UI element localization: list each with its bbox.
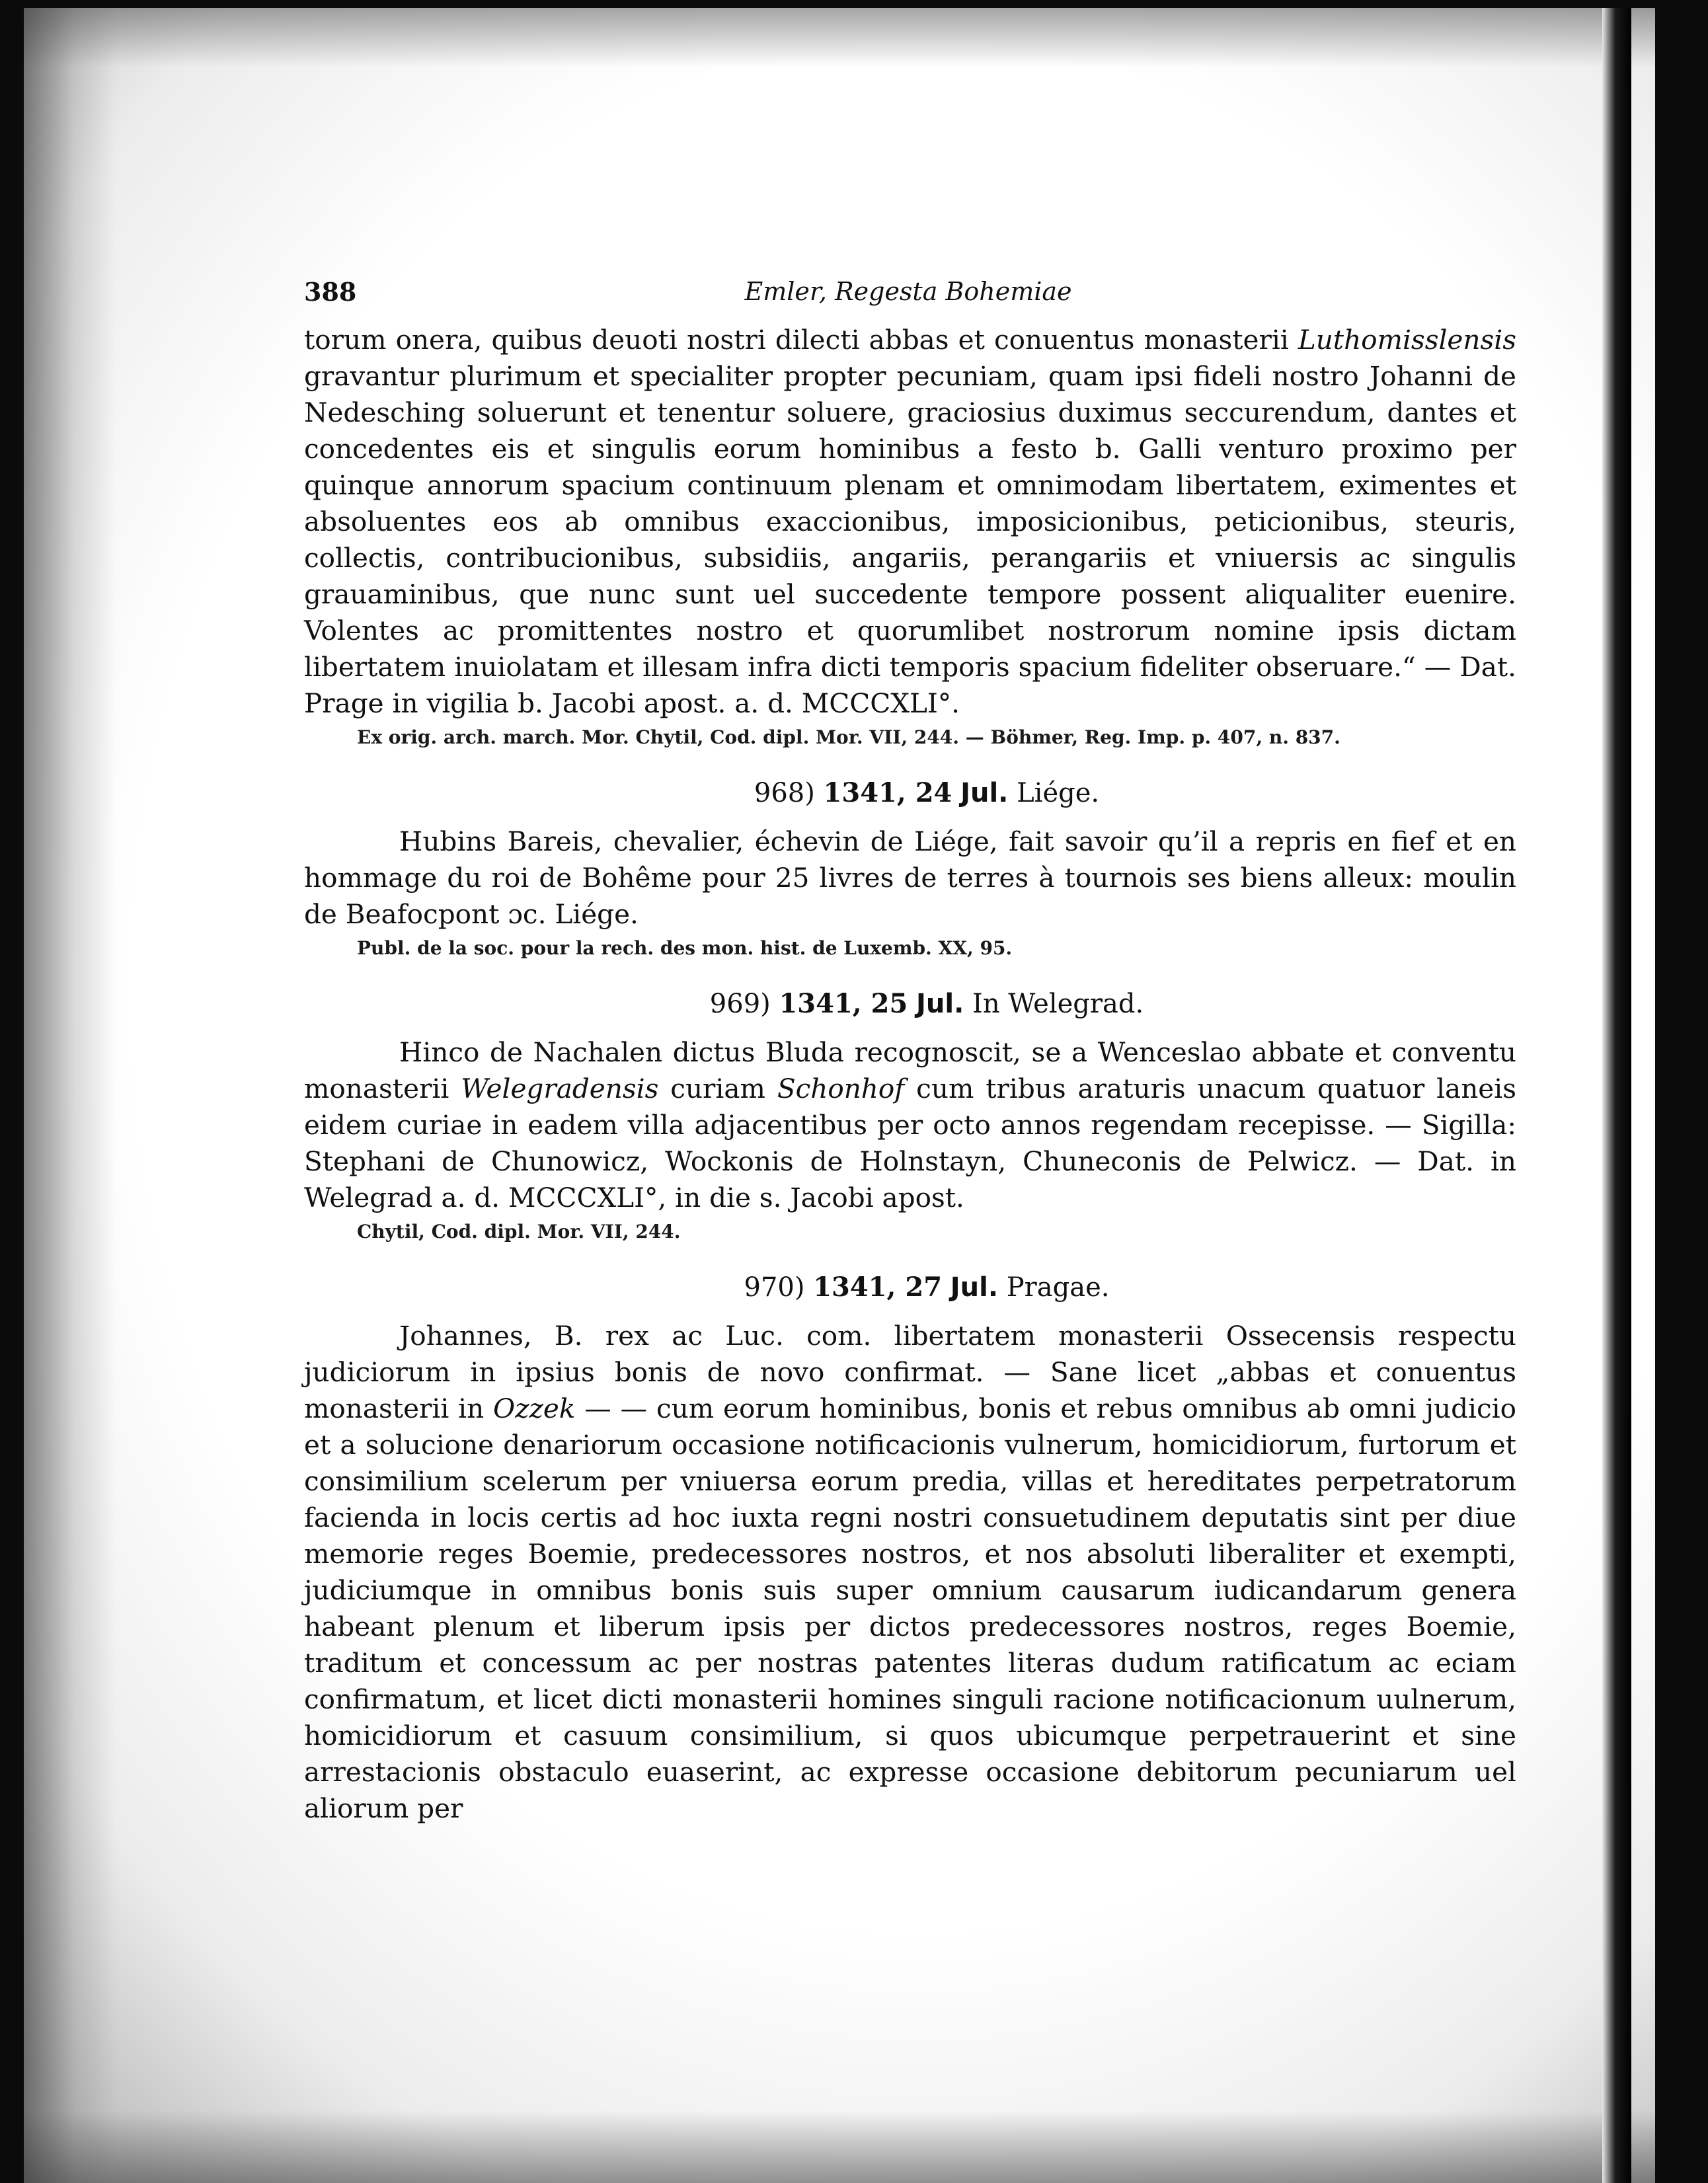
running-title: Emler, Regesta Bohemiae bbox=[744, 277, 1072, 306]
entry-970 bbox=[274, 1269, 1516, 1827]
page-number: 388 bbox=[304, 277, 357, 307]
continuation-italic-place: Luthomisslensis bbox=[1298, 324, 1516, 356]
entry-month: Jul. bbox=[916, 989, 964, 1019]
entry-heading bbox=[304, 1269, 1516, 1306]
entry-969 bbox=[274, 985, 1516, 1245]
entry-italic-term: Ozzek bbox=[493, 1393, 576, 1424]
left-shadow bbox=[24, 8, 116, 2183]
entry-month: Jul. bbox=[960, 778, 1009, 808]
entry-text-part: Johannes, B. rex ac Luc. com. libertatem monasterii Ossecensis respectu judiciorum in ipsius bonis de novo confirmat. — Sane licet „abbas et conuentus monasterii in bbox=[304, 1320, 1516, 1424]
entry-month: Jul. bbox=[950, 1272, 999, 1303]
entry-number: 968) bbox=[754, 778, 815, 808]
entry-italic-term: Welegradensis bbox=[461, 1073, 659, 1104]
entry-text bbox=[304, 1318, 1516, 1827]
entry-text-part: — — cum eorum hominibus, bonis et rebus omnibus ab omni judicio et a solucione denariorum occasione notificacionis vulnerum, homicidiorum, furtorum et consimilium scelerum per vniuersa eorum predia, villas et hereditates perpetratorum facienda in locis certis ad hoc iuxta regni nostri consuetudinem deputatis sint per diue memorie reges Boemie, predecessores nostros, et nos absoluti liberaliter et exempti, judiciumque in omnibus bonis suis super omnium causarum iudicandarum genera habeant plenum et liberum ipsis per dictos predecessores nostros, reges Boemie, traditum et concessum ac per nostras patentes literas dudum ratificatum ac eciam confirmatum, et licet dicti monasterii homines singuli racione notificacionum uulnerum, homicidiorum et casuum consimilium, si quos ubicumque perpetrauerint et sine arrestacionis obstaculo euaserint, ac expresse occasione debitorum pecuniarum uel aliorum per bbox=[304, 1393, 1516, 1824]
entry-date: 1341, 25 bbox=[779, 988, 908, 1019]
book-gutter bbox=[1602, 8, 1631, 2183]
source-citation: Ex orig. arch. march. Mor. Chytil, Cod. dipl. Mor. VII, 244. — Böhmer, Reg. Imp. p. 407, n. 837. bbox=[357, 726, 1340, 748]
entry-place: Liége. bbox=[1017, 778, 1100, 808]
entry-heading bbox=[304, 775, 1516, 812]
top-shadow bbox=[24, 8, 1655, 67]
page-content bbox=[274, 269, 1516, 1827]
continuation-text-part: torum onera, quibus deuoti nostri dilecti abbas et conuentus monasterii bbox=[304, 324, 1298, 356]
entry-text bbox=[304, 1034, 1516, 1216]
continuation-text bbox=[304, 322, 1516, 722]
entry-968 bbox=[274, 775, 1516, 962]
entry-heading bbox=[304, 985, 1516, 1022]
entry-number: 969) bbox=[709, 989, 771, 1019]
entry-date: 1341, 24 bbox=[823, 777, 952, 808]
entry-italic-term: Schonhof bbox=[777, 1073, 905, 1104]
entry-place: In Welegrad. bbox=[972, 989, 1144, 1019]
entry-number: 970) bbox=[744, 1272, 805, 1303]
entry-text-part: curiam bbox=[658, 1073, 777, 1104]
entry-text: Hubins Bareis, chevalier, échevin de Liége, fait savoir qu’il a repris en fief et en hommage du roi de Bohême pour 25 livres de terres à tournois ses biens alleux: moulin de Beafocpont ɔc. Liége. bbox=[304, 825, 1516, 930]
entry-text-part: Hinco de Nachalen dictus Bluda recognoscit, se a Wenceslao abbate et conventu monasterii bbox=[304, 1036, 1516, 1104]
entry-place: Pragae. bbox=[1006, 1272, 1110, 1303]
entry-text-part: cum tribus araturis unacum quatuor laneis eidem curiae in eadem villa adjacentibus per octo annos regendam recepisse. — Sigilla: Stephani de Chunowicz, Wockonis de Holnstayn, Chuneconis de Pelwicz. — Dat. in Welegrad a. d. MCCCXLI°, in die s. Jacobi apost. bbox=[304, 1073, 1516, 1213]
continuation-block bbox=[274, 322, 1516, 751]
bottom-shadow bbox=[24, 2110, 1655, 2183]
entry-date: 1341, 27 bbox=[813, 1272, 943, 1303]
continuation-text-part: gravantur plurimum et specialiter propter pecuniam, quam ipsi fideli nostro Johanni de Nedesching soluerunt et tenentur soluere, graciosius duximus seccurendum, dantes et concedentes eis et singulis eorum hominibus a festo b. Galli venturo proximo per quinque annorum spacium continuum plenam et omnimodam libertatem, eximentes et absoluentes eos ab omnibus exaccionibus, imposicionibus, peticionibus, steuris, collectis, contribucionibus, subsidiis, angariis, perangariis et vniuersis ac singulis grauaminibus, que nunc sunt uel succedente tempore possent aliqualiter euenire. Volentes ac promittentes nostro et quorumlibet nostrorum nomine ipsis dictam libertatem inuiolatam et illesam infra dicti temporis spacium fideliter obseruare.“ — Dat. Prage in vigilia b. Jacobi apost. a. d. MCCCXLI°. bbox=[304, 360, 1516, 719]
running-head bbox=[274, 269, 1516, 309]
paper-sheet bbox=[24, 8, 1655, 2183]
source-citation: Publ. de la soc. pour la rech. des mon. hist. de Luxemb. XX, 95. bbox=[357, 937, 1013, 959]
source-citation: Chytil, Cod. dipl. Mor. VII, 244. bbox=[357, 1221, 681, 1243]
